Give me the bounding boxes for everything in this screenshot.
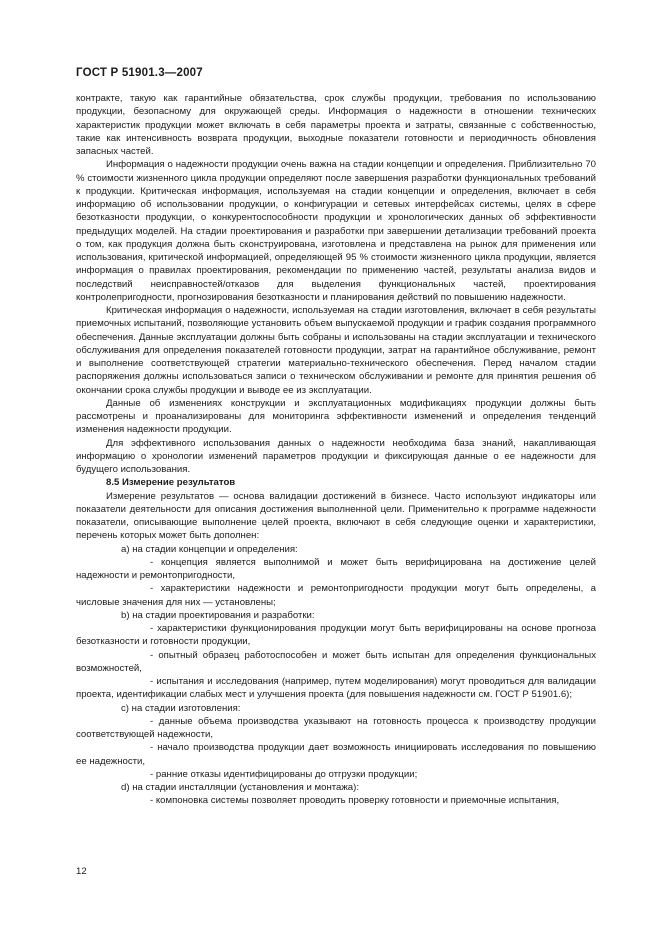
list-item: c) на стадии изготовления: <box>121 702 241 714</box>
paragraph: Информация о надежности продукции очень важна на стадии концепции и определения. Приблизительно 70 % стоимости жизненного цикла продукции определяют после завершения разработки функциональных требований к продукции. Критическая информация, используемая на стадии концепции и определения, включает в себя информацию об использовании продукции, о конфигурации и сетевых интерфейсах системы, целях в сфере безотказности продукции, о конкурентоспособности продукции и хронологических данных об эффективности предыдущих моделей. На стадии проектирования и разработки при завершении детализации требований проекта о том, как продукция должна быть сконструирована, изготовлена и представлена на рынок для применения или использования, критической информацией, определяющей 95 % стоимости жизненного цикла продукции, является информация о правилах проектирования, рекомендации по применению частей, результаты анализа видов и последствий неисправностей/отказов для выделения функциональных частей, проектирования контролепригодности, прогнозирования безотказности и планирования действий по повышению надежности. <box>76 159 596 303</box>
list-subitem: - компоновка системы позволяет проводить проверку готовности и приемочные испытания, <box>150 795 560 807</box>
document-body <box>76 92 596 808</box>
list-subitem: - испытания и исследования (например, путем моделирования) могут проводиться для валидации проекта, идентификации слабых мест и улучшения проекта (для повышения надежности см. ГОСТ Р 51901.6); <box>76 676 596 701</box>
list-item: d) на стадии инсталляции (установления и монтажа): <box>121 782 359 793</box>
list-subitem: - начало производства продукции дает возможность инициировать исследования по повышению ее надежности, <box>76 742 596 767</box>
paragraph: Для эффективного использования данных о надежности необходима база знаний, накапливающая информацию о хронологии изменений параметров продукции и фиксирующая данные о ее надежности для будущего использования. <box>76 437 596 475</box>
list-item: b) на стадии проектирования и разработки: <box>121 609 315 621</box>
page-number: 12 <box>76 866 87 877</box>
paragraph: Измерение результатов — основа валидации достижений в бизнесе. Часто используют индикаторы или показатели деятельности для описания достижения выполненной цели. Применительно к программе надежности показатели, описывающие выполнение целей проекта, включают в себя следующие оценки и характеристики, перечень которых может быть дополнен: <box>76 490 596 542</box>
list-subitem: - концепция является выполнимой и может быть верифицирована на достижение целей надежности и ремонтопригодности, <box>76 556 596 581</box>
list-subitem: - опытный образец работоспособен и может быть испытан для определения функциональных возможностей, <box>76 649 596 674</box>
paragraph: Критическая информация о надежности, используемая на стадии изготовления, включает в себя результаты приемочных испытаний, позволяющие установить объем выпускаемой продукции и график создания программного обеспечения. Данные эксплуатации должны быть собраны и использованы на стадии эксплуатации и технического обслуживания для определения показателей готовности продукции, затрат на гарантийное обслуживание, ремонт и выполнение соответствующей стратегии материально-технического обеспечения. Перед началом стадии распоряжения должны использоваться записи о техническом обслуживании и ремонте для принятия решения об окончании срока службы продукции и выводе ее из эксплуатации. <box>76 305 596 396</box>
paragraph: Данные об изменениях конструкции и эксплуатационных модификациях продукции должны быть рассмотрены и проанализированы для мониторинга эффективности изменений и определения тенденций изменения надежности продукции. <box>76 397 596 436</box>
paragraph: контракте, такую как гарантийные обязательства, срок службы продукции, требования по использованию продукции, безопасному для окружающей среды. Информация о надежности в отношении технических характеристик продукции может включать в себя параметры проекта и затраты, связанные с собственностью, такие как интенсивность возврата продукции, выходные показатели готовности и периодичность обновления запасных частей. <box>76 93 596 157</box>
list-subitem: - характеристики надежности и ремонтопригодности продукции могут быть определены, а числовые значения для них — установлены; <box>76 583 596 608</box>
list-subitem: - характеристики функционирования продукции могут быть верифицированы на основе прогноза безотказности и готовности продукции, <box>76 623 596 648</box>
list-subitem: - данные объема производства указывают на готовность процесса к производству продукции соответствующей надежности, <box>76 715 596 740</box>
section-heading: 8.5 Измерение результатов <box>106 477 236 489</box>
list-item: а) на стадии концепции и определения: <box>121 543 298 555</box>
page-header: ГОСТ Р 51901.3—2007 <box>76 67 203 79</box>
list-subitem: - ранние отказы идентифицированы до отгрузки продукции; <box>150 768 418 780</box>
